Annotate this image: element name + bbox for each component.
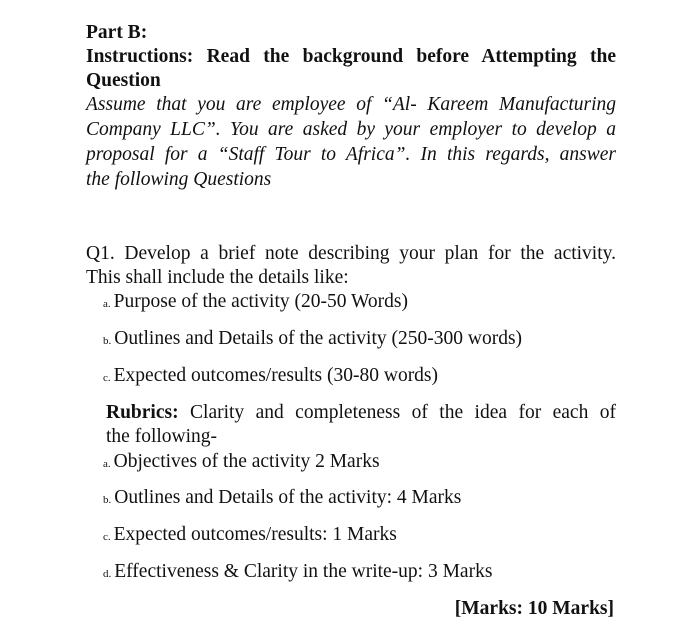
question-line-2: This shall include the details like:	[86, 267, 349, 288]
question-item-text: Expected outcomes/results (30-80 words)	[113, 365, 439, 386]
list-marker: d.	[103, 568, 112, 580]
rubrics-item-b	[103, 486, 461, 512]
question-item-b	[103, 327, 522, 353]
question-line-1: Q1. Develop a brief note describing your plan for the activity.	[86, 243, 616, 264]
instructions-line-2: Question	[86, 70, 161, 91]
rubrics-line-2: the following-	[106, 426, 218, 447]
rubrics-item-text: Objectives of the activity 2 Marks	[113, 451, 380, 472]
question-item-a	[103, 290, 408, 316]
part-title: Part B:	[86, 22, 148, 43]
instructions-line-1: Instructions: Read the background before Attempting the	[86, 46, 616, 67]
question-item-text: Outlines and Details of the activity (250-300 words)	[114, 328, 523, 349]
list-marker: c.	[103, 531, 111, 543]
rubrics-item-d	[103, 560, 492, 586]
list-marker: c.	[103, 372, 111, 384]
background-line-2: Company LLC”. You are asked by your employer to develop a	[86, 119, 616, 140]
rubrics-item-text: Effectiveness & Clarity in the write-up: 3 Marks	[114, 561, 493, 582]
question-item-c	[103, 364, 438, 390]
background-line-1: Assume that you are employee of “Al- Kareem Manufacturing	[86, 94, 616, 115]
rubrics-item-text: Outlines and Details of the activity: 4 Marks	[114, 487, 462, 508]
rubrics-item-text: Expected outcomes/results: 1 Marks	[113, 524, 397, 545]
list-marker: a.	[103, 298, 111, 310]
rubrics-item-a	[103, 450, 380, 476]
rubrics-label: Rubrics:	[106, 402, 179, 423]
list-marker: a.	[103, 458, 111, 470]
background-line-3: proposal for a “Staff Tour to Africa”. In this regards, answer	[86, 144, 616, 165]
rubrics-line-1	[106, 401, 616, 425]
total-marks: [Marks: 10 Marks]	[454, 598, 614, 619]
rubrics-line-1-text: Clarity and completeness of the idea for each of	[178, 402, 616, 423]
list-marker: b.	[103, 335, 112, 347]
list-marker: b.	[103, 494, 112, 506]
background-line-4: the following Questions	[86, 169, 272, 190]
rubrics-item-c	[103, 523, 397, 549]
question-item-text: Purpose of the activity (20-50 Words)	[113, 291, 408, 312]
